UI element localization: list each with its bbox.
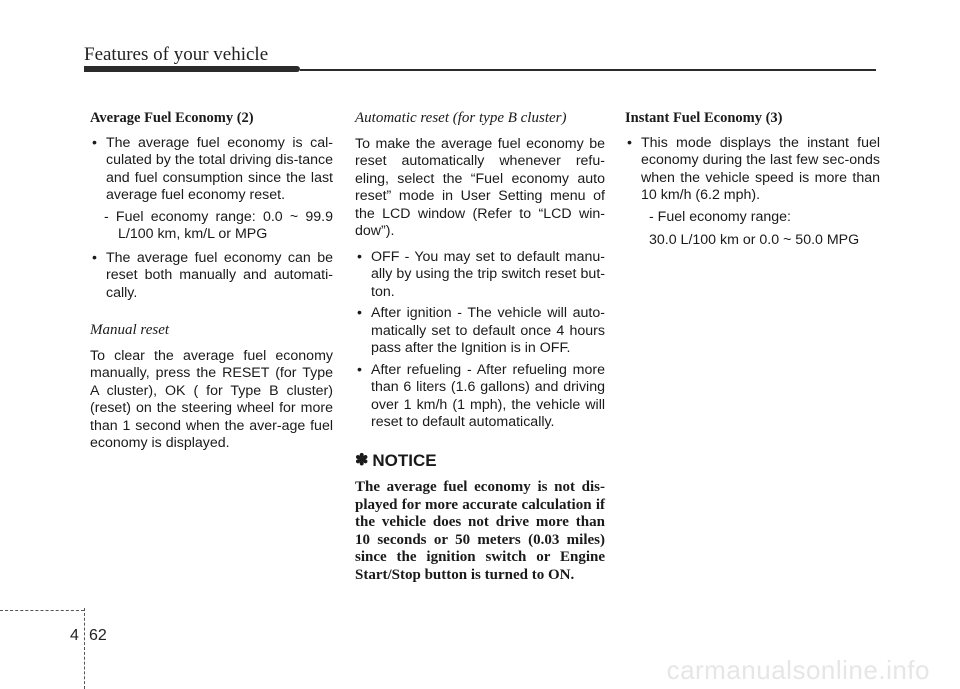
page-header-title: Features of your vehicle (84, 44, 269, 65)
section-heading-average-fuel-economy: Average Fuel Economy (2) (90, 110, 254, 126)
section-heading-manual-reset: Manual reset (90, 322, 170, 338)
notice-asterisk-icon: ✽ (355, 451, 369, 469)
footer-vertical-rule (84, 608, 86, 689)
sub-item-instant-range-value: 30.0 L/100 km or 0.0 ~ 50.0 MPG (649, 232, 860, 248)
footer-horizontal-rule (0, 610, 84, 612)
bullet-off: • OFF - You may set to default manu-ally by using the trip switch reset but-ton. (355, 249, 605, 302)
watermark: carmanualsonline.info (666, 655, 930, 685)
column-left (90, 110, 333, 461)
sub-item-instant-range: - Fuel economy range: (649, 208, 791, 225)
notice-title: NOTICE (372, 450, 437, 470)
header-rule (300, 69, 876, 71)
bullet-after-refueling: • After refueling - After refueling more than 6 liters (1.6 gallons) and driving over 1 km/h (1 mph), the vehicle will reset to default automatically. (355, 362, 605, 432)
bullet-after-ignition: • After ignition - The vehicle will auto-matically set to default once 4 hours pass after the Ignition is in OFF. (355, 305, 605, 358)
spacer (90, 306, 333, 322)
section-heading-automatic-reset: Automatic reset (for type B cluster) (355, 110, 567, 126)
bullet-reset-modes: • The average fuel economy can be reset both manually and automati-cally. (90, 250, 333, 303)
chapter-number: 4 (70, 627, 79, 644)
page-number: 62 (89, 627, 107, 644)
sub-item-fuel-economy-range: - Fuel economy range: 0.0 ~ 99.9 L/100 km, km/L or MPG (104, 208, 333, 242)
bullet-instant-mode: • This mode displays the instant fuel economy during the last few sec-onds when the vehicle speed is more than 10 km/h (6.2 mph). (625, 135, 880, 205)
notice-text: The average fuel economy is not dis-played for more accurate calculation if the vehicle does not drive more than 10 seconds or 50 meters (0.03 miles) since the ignition switch or Engine Start/Stop button is turned to ON. (355, 479, 605, 583)
column-middle (355, 110, 605, 584)
header-bar (84, 66, 300, 72)
section-heading-instant-fuel-economy: Instant Fuel Economy (3) (625, 110, 783, 126)
bullet-average-calculation: • The average fuel economy is cal-culated by the total driving dis-tance and fuel consumption since the last average fuel economy reset. (90, 135, 333, 205)
column-right (625, 110, 880, 256)
paragraph-automatic-reset: To make the average fuel economy be reset automatically whenever refu-eling, select the “Fuel economy auto reset” mode in User Setting menu of the LCD window (Refer to “LCD win-dow”). (355, 135, 605, 239)
paragraph-manual-reset: To clear the average fuel economy manually, press the RESET (for Type A cluster), OK ( for Type B cluster) (reset) on the steering wheel for more than 1 second when the aver-age fuel economy is displayed. (90, 347, 333, 451)
notice-heading (355, 452, 605, 470)
